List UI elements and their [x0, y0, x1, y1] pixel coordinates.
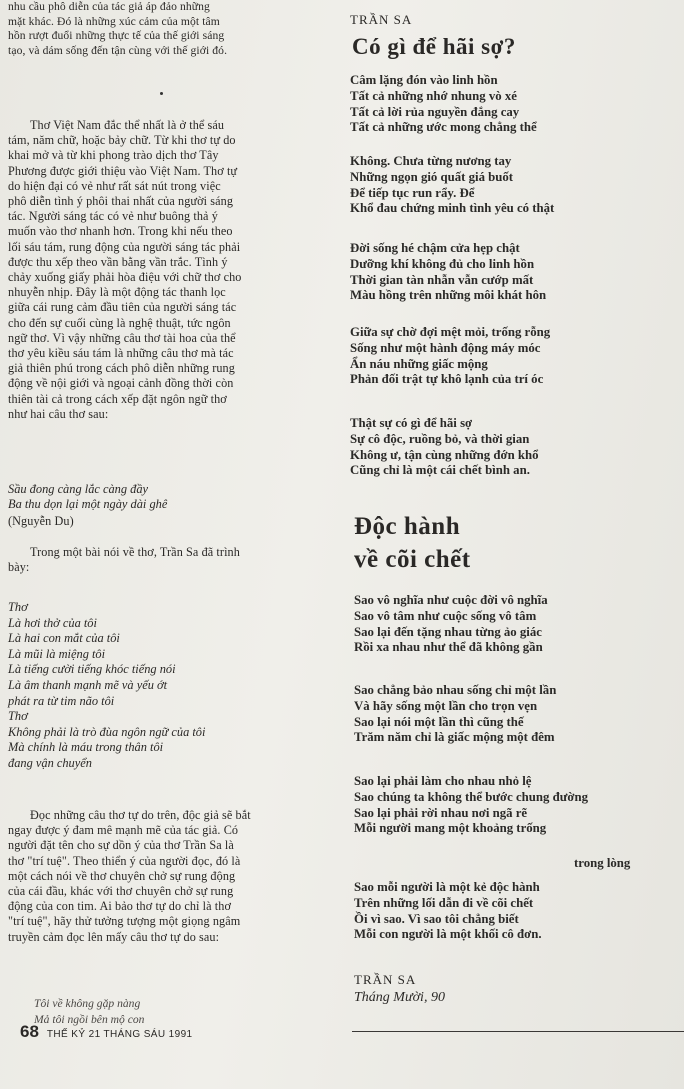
quote-author: (Nguyễn Du) — [8, 514, 74, 528]
bullet-dot — [160, 92, 163, 95]
stanza-1: Câm lặng đón vào linh hồn Tất cả những nhớ nhung vò xé Tất cả lời rủa nguyền đắng cay Tất cả những ước mong chẳng thể — [350, 73, 537, 135]
stanza-6: Sao vô nghĩa như cuộc đời vô nghĩa Sao vô tâm như cuộc sống vô tâm Sao lại đến tặng nhau từng ảo giác Rồi xa nhau như thể đã không gần — [354, 593, 548, 655]
poem-title-2-line-2: về cõi chết — [354, 546, 471, 573]
quoted-poem-lines: Tôi về không gặp nàng Mả tôi ngồi bên mộ con — [34, 997, 145, 1026]
essay-paragraph-1: Thơ Việt Nam đắc thể nhất là ở thể sáu tám, năm chữ, hoặc bảy chữ. Từ khi thơ tự do khai mở và từ khi phong trào dịch thơ Tây Phương được giới thiệu vào Việt Nam. Thơ tự do hiện đại có vẻ như rất sát nút trong việc phô diễn tình ý phôi thai nhất của người sáng tác. Người sáng tác có vẻ như buông thả ý muốn vào thơ nhanh hơn. Trong khi nếu theo lối sáu tám, rung động của người sáng tác phải được thu xếp theo vần bằng vần trắc. Tình ý chảy xuống giấy phải hòa điệu với chữ thơ cho nhuyễn nhịp. Đây là một động tác thanh lọc giữa cái rung cảm đầu tiên của người sáng tác cho đến sự cuối cùng là nghệ thuật, tức ngôn ngữ thơ. Vì vậy những câu thơ tài hoa của thể thơ yêu kiều sáu tám là những câu thơ mà tác giả thiên phú trong cách phô diễn những rung động về nội giới và ngoại cảnh đồng thời còn thiên tài cả trong cách xếp đặt ngôn ngữ thơ như hai câu thơ sau: — [8, 118, 242, 421]
poem-author-top: TRẦN SA — [350, 12, 413, 27]
intro-paragraph: nhu cầu phô diễn của tác giả áp đảo những mặt khác. Đó là những xúc cảm của một tâm hồn rượt đuổi những thực tế của thế giới sáng tạo, và dám sống đến tận cùng với thế giới đó. — [8, 0, 228, 57]
stanza-8-tail: trong lòng — [574, 856, 631, 870]
poem-title-1: Có gì để hãi sợ? — [352, 34, 516, 59]
stanza-7: Sao chẳng bảo nhau sống chỉ một lần Và hãy sống một lần cho trọn vẹn Sao lại nói một lần thì cũng thế Trăm năm chỉ là giấc mộng một đêm — [354, 683, 557, 745]
page-footer — [20, 1022, 193, 1042]
poem-date: Tháng Mười, 90 — [354, 990, 445, 1005]
essay-paragraph-3: Đọc những câu thơ tự do trên, độc giả sẽ bắt ngay được ý đam mê mạnh mẽ của tác giả. Có người đặt tên cho sự dồn ý của thơ Trần Sa là thơ "trí tuệ". Theo thiển ý của người đọc, đó là một cách nói về thơ chuyên chở sự rung động của cái đầu, khác với thơ chuyên chở sự rung động của con tim. Ai bảo thơ tự do chỉ là thơ "trí tuệ", hãy thử tưởng tượng một giọng ngâm truyền cảm đọc lên mấy câu thơ tự do sau: — [8, 808, 251, 944]
footer-rule — [352, 1031, 684, 1032]
stanza-4: Giữa sự chờ đợi mệt mỏi, trống rỗng Sống như một hành động máy móc Ẩn náu những giấc mộng Phản đối trật tự khô lạnh của trí óc — [350, 325, 551, 387]
poem-author-bottom: TRẦN SA — [354, 972, 417, 987]
stanza-5: Thật sự có gì để hãi sợ Sự cô độc, ruồng bỏ, và thời gian Không ư, tận cùng những đớn khổ Cũng chỉ là một cái chết bình an. — [350, 416, 539, 478]
magazine-issue: THẾ KỶ 21 THÁNG SÁU 1991 — [46, 1029, 193, 1040]
poem-title-2-line-1: Độc hành — [354, 513, 461, 540]
page-number: 68 — [20, 1022, 39, 1041]
stanza-8: Sao lại phải làm cho nhau nhỏ lệ Sao chúng ta không thể bước chung đường Sao lại phải rời nhau nơi ngã rẽ Mỗi người mang một khoảng trống — [354, 774, 588, 836]
stanza-2: Không. Chưa từng nương tay Những ngọn gió quất giá buốt Để tiếp tục run rẩy. Để Khổ đau chứng minh tình yêu có thật — [350, 154, 555, 216]
stanza-9: Sao mỗi người là một kẻ độc hành Trên những lối dẫn đi về cõi chết Ồi vì sao. Vì sao tôi chẳng biết Mỗi con người là một khối cô đơn. — [354, 880, 542, 942]
free-verse-poem: Thơ Là hơi thở của tôi Là hai con mắt của tôi Là mũi là miệng tôi Là tiếng cười tiếng khóc tiếng nói Là âm thanh mạnh mẽ và yếu ớt phát ra từ tim não tôi Thơ Không phải là trò đùa ngôn ngữ của tôi Mà chính là máu trong thân tôi đang vận chuyển — [8, 600, 206, 770]
stanza-3: Đời sống hé chậm cửa hẹp chật Dưỡng khí không đủ cho linh hồn Thời gian tàn nhẫn vẫn cướp mất Màu hồng trên những môi khát hôn — [350, 241, 547, 303]
essay-paragraph-2: Trong một bài nói về thơ, Trần Sa đã trình bày: — [8, 545, 240, 575]
quote-verse: Sầu đong càng lắc càng đầy Ba thu dọn lại một ngày dài ghê — [8, 482, 168, 512]
